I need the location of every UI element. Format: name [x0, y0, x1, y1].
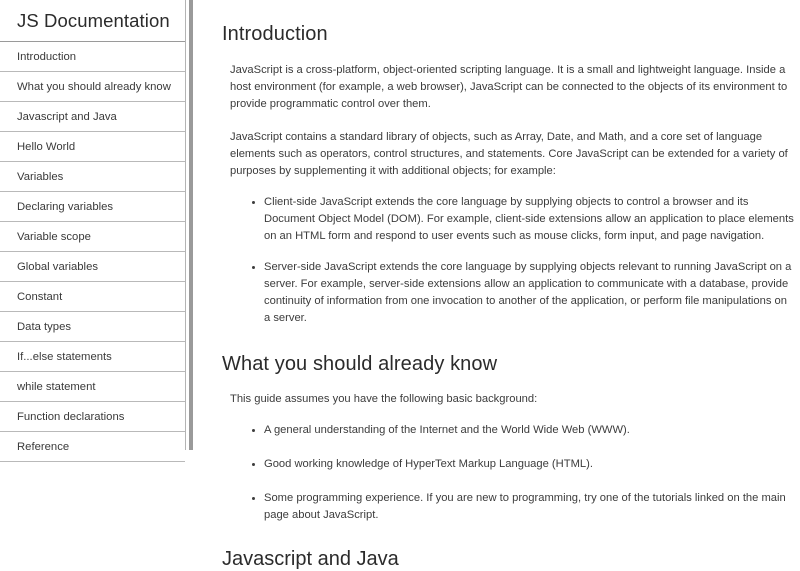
sidebar-item-function-declarations[interactable]	[0, 402, 185, 432]
sidebar-item-label: If...else statements	[17, 350, 112, 363]
sidebar-item-label: Declaring variables	[17, 200, 114, 213]
sidebar-item-label: Data types	[17, 320, 72, 333]
already-know-bullet-list	[222, 422, 794, 524]
list-item: Some programming experience. If you are new to programming, try one of the tutorials linked on the main page about JavaScript.	[252, 490, 794, 524]
introduction-bullet-list	[222, 194, 794, 327]
sidebar-item-introduction[interactable]	[0, 42, 185, 72]
heading-javascript-and-java: Javascript and Java	[222, 548, 399, 570]
sidebar-item-label: Global variables	[17, 260, 99, 273]
sidebar-item-data-types[interactable]	[0, 312, 185, 342]
sidebar-item-label: Javascript and Java	[17, 110, 117, 123]
sidebar-item-label: Hello World	[17, 140, 76, 153]
list-item: A general understanding of the Internet and the World Wide Web (WWW).	[252, 422, 794, 439]
sidebar-item-hello-world[interactable]	[0, 132, 185, 162]
sidebar-item-reference[interactable]	[0, 432, 185, 462]
sidebar-item-label: What you should already know	[17, 80, 171, 93]
sidebar-item-variable-scope[interactable]	[0, 222, 185, 252]
sidebar-item-global-variables[interactable]	[0, 252, 185, 282]
introduction-paragraph-2: JavaScript contains a standard library of objects, such as Array, Date, and Math, and a core set of language elements such as operators, control structures, and statements. Core JavaScript can be extended for a variety of purposes by supplementing it with additional objects; for example:	[230, 131, 788, 177]
sidebar-navigation	[0, 0, 193, 453]
sidebar-item-label: Function declarations	[17, 410, 125, 423]
list-item: Good working knowledge of HyperText Markup Language (HTML).	[252, 456, 794, 473]
heading-introduction: Introduction	[222, 23, 328, 45]
sidebar-item-variables[interactable]	[0, 162, 185, 192]
sidebar-item-label: Variable scope	[17, 230, 91, 243]
list-item: Client-side JavaScript extends the core language by supplying objects to control a browser and its Document Object Model (DOM). For example, client-side extensions allow an application to place elements on an HTML form and respond to user events such as mouse clicks, form input, and page navigation.	[252, 194, 794, 245]
main-content	[193, 0, 800, 570]
sidebar-item-while-statement[interactable]	[0, 372, 185, 402]
already-know-intro-paragraph: This guide assumes you have the following basic background:	[230, 393, 538, 405]
sidebar-item-list	[0, 42, 185, 462]
sidebar-item-if-else-statements[interactable]	[0, 342, 185, 372]
heading-what-you-should-already-know: What you should already know	[222, 353, 498, 375]
sidebar-item-label: Constant	[17, 290, 63, 303]
sidebar-item-label: Variables	[17, 170, 64, 183]
sidebar-item-what-you-should-already-know[interactable]	[0, 72, 185, 102]
sidebar-item-label: while statement	[17, 380, 96, 393]
sidebar-item-label: Introduction	[17, 50, 77, 63]
sidebar-item-declaring-variables[interactable]	[0, 192, 185, 222]
sidebar-item-label: Reference	[17, 440, 70, 453]
introduction-paragraph-1: JavaScript is a cross-platform, object-oriented scripting language. It is a small and lightweight language. Inside a host environment (for example, a web browser), JavaScript can be connected to the objects of its environment to provide programmatic control over them.	[230, 64, 788, 110]
sidebar-inner	[0, 0, 186, 453]
sidebar-title: JS Documentation	[0, 0, 185, 42]
sidebar-item-constant[interactable]	[0, 282, 185, 312]
sidebar-item-javascript-and-java[interactable]	[0, 102, 185, 132]
list-item: Server-side JavaScript extends the core language by supplying objects relevant to running JavaScript on a server. For example, server-side extensions allow an application to communicate with a database, provide continuity of information from one invocation to another of the application, or perform file manipulations on a server.	[252, 259, 794, 327]
